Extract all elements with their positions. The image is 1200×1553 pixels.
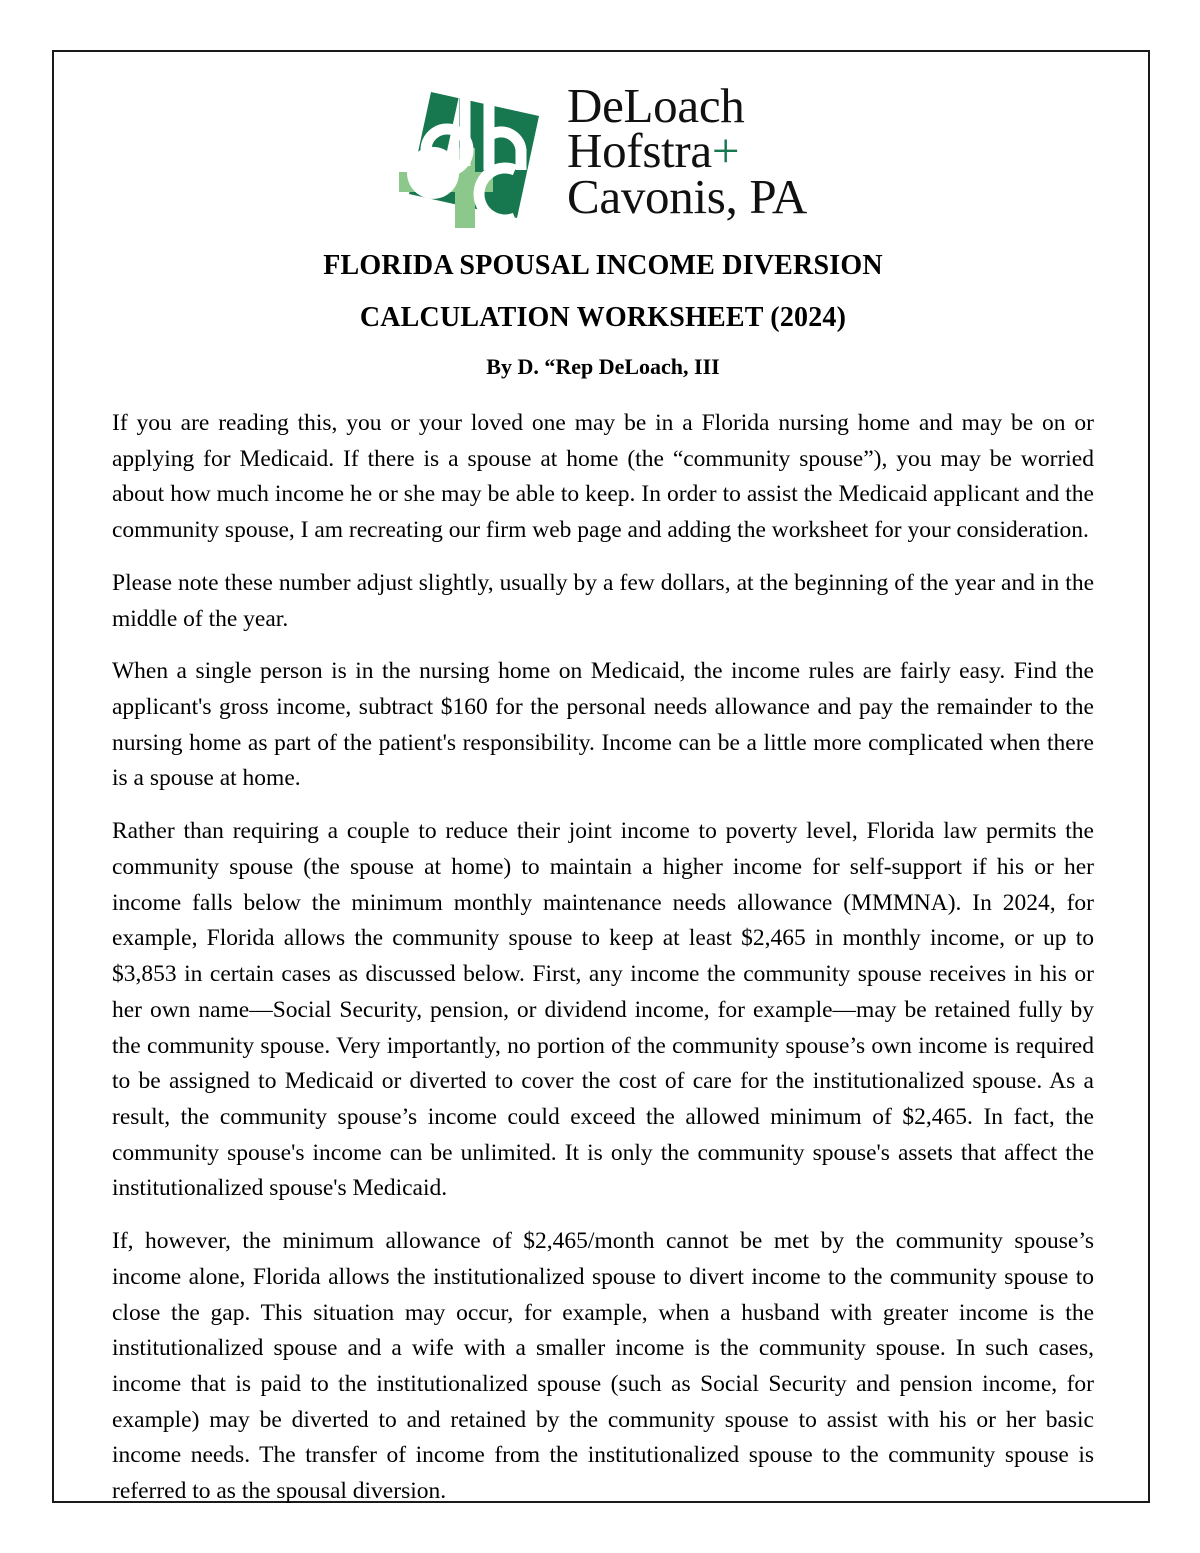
plus-icon: +	[711, 123, 740, 179]
document-page	[52, 50, 1150, 1503]
firm-wordmark	[567, 78, 807, 224]
wordmark-line-2-text: Hofstra	[567, 123, 712, 179]
page-title-line-1: FLORIDA SPOUSAL INCOME DIVERSION	[323, 250, 883, 281]
paragraph: Rather than requiring a couple to reduce their joint income to poverty level, Florida law permits the community spouse (the spouse at home) to maintain a higher income for self-support if his or her income falls below the minimum monthly maintenance needs allowance (MMMNA). In 2024, for example, Florida allows the community spouse to keep at least $2,465 in monthly income, or up to $3,853 in certain cases as discussed below. First, any income the community spouse receives in his or her own name—Social Security, pension, or dividend income, for example—may be retained fully by the community spouse. Very importantly, no portion of the community spouse’s own income is required to be assigned to Medicaid or diverted to cover the cost of care for the institutionalized spouse. As a result, the community spouse’s income could exceed the allowed minimum of $2,465. In fact, the community spouse's income can be unlimited. It is only the community spouse's assets that affect the institutionalized spouse's Medicaid.	[112, 818, 1094, 1202]
paragraph: If you are reading this, you or your loved one may be in a Florida nursing home and may be on or applying for Medicaid. If there is a spouse at home (the “community spouse”), you may be worried about how much income he or she may be able to keep. In order to assist the Medicaid applicant and the community spouse, I am recreating our firm web page and adding the worksheet for your consideration.	[112, 410, 1094, 544]
paragraph: If, however, the minimum allowance of $2,465/month cannot be met by the community spouse’s income alone, Florida allows the institutionalized spouse to divert income to the community spouse to close the gap. This situation may occur, for example, when a husband with greater income is the institutionalized spouse and a wife with a smaller income is the community spouse. In such cases, income that is paid to the institutionalized spouse (such as Social Security and pension income, for example) may be diverted to and retained by the community spouse to assist with his or her basic income needs. The transfer of income from the institutionalized spouse to the community spouse is referred to as the spousal diversion.	[112, 1228, 1094, 1505]
byline: By D. “Rep DeLoach, III	[486, 354, 720, 379]
page-title-line-2: CALCULATION WORKSHEET (2024)	[359, 302, 847, 333]
wordmark-line-1: DeLoach	[567, 78, 745, 134]
paragraph: When a single person is in the nursing home on Medicaid, the income rules are fairly easy. Find the applicant's gross income, subtract $160 for the personal needs allowance and pay the remainder to the nursing home as part of the patient's responsibility. Income can be a little more complicated when there is a spouse at home.	[112, 658, 1094, 792]
dhc-monogram-icon	[399, 78, 549, 228]
wordmark-line-3: Cavonis, PA	[567, 168, 807, 224]
body-text	[112, 406, 1094, 1510]
wordmark-line-2	[567, 123, 807, 179]
firm-logo	[112, 70, 1094, 236]
document-content	[112, 64, 1094, 1510]
paragraph: Please note these number adjust slightly, usually by a few dollars, at the beginning of the year and in the middle of the year.	[112, 569, 1094, 632]
